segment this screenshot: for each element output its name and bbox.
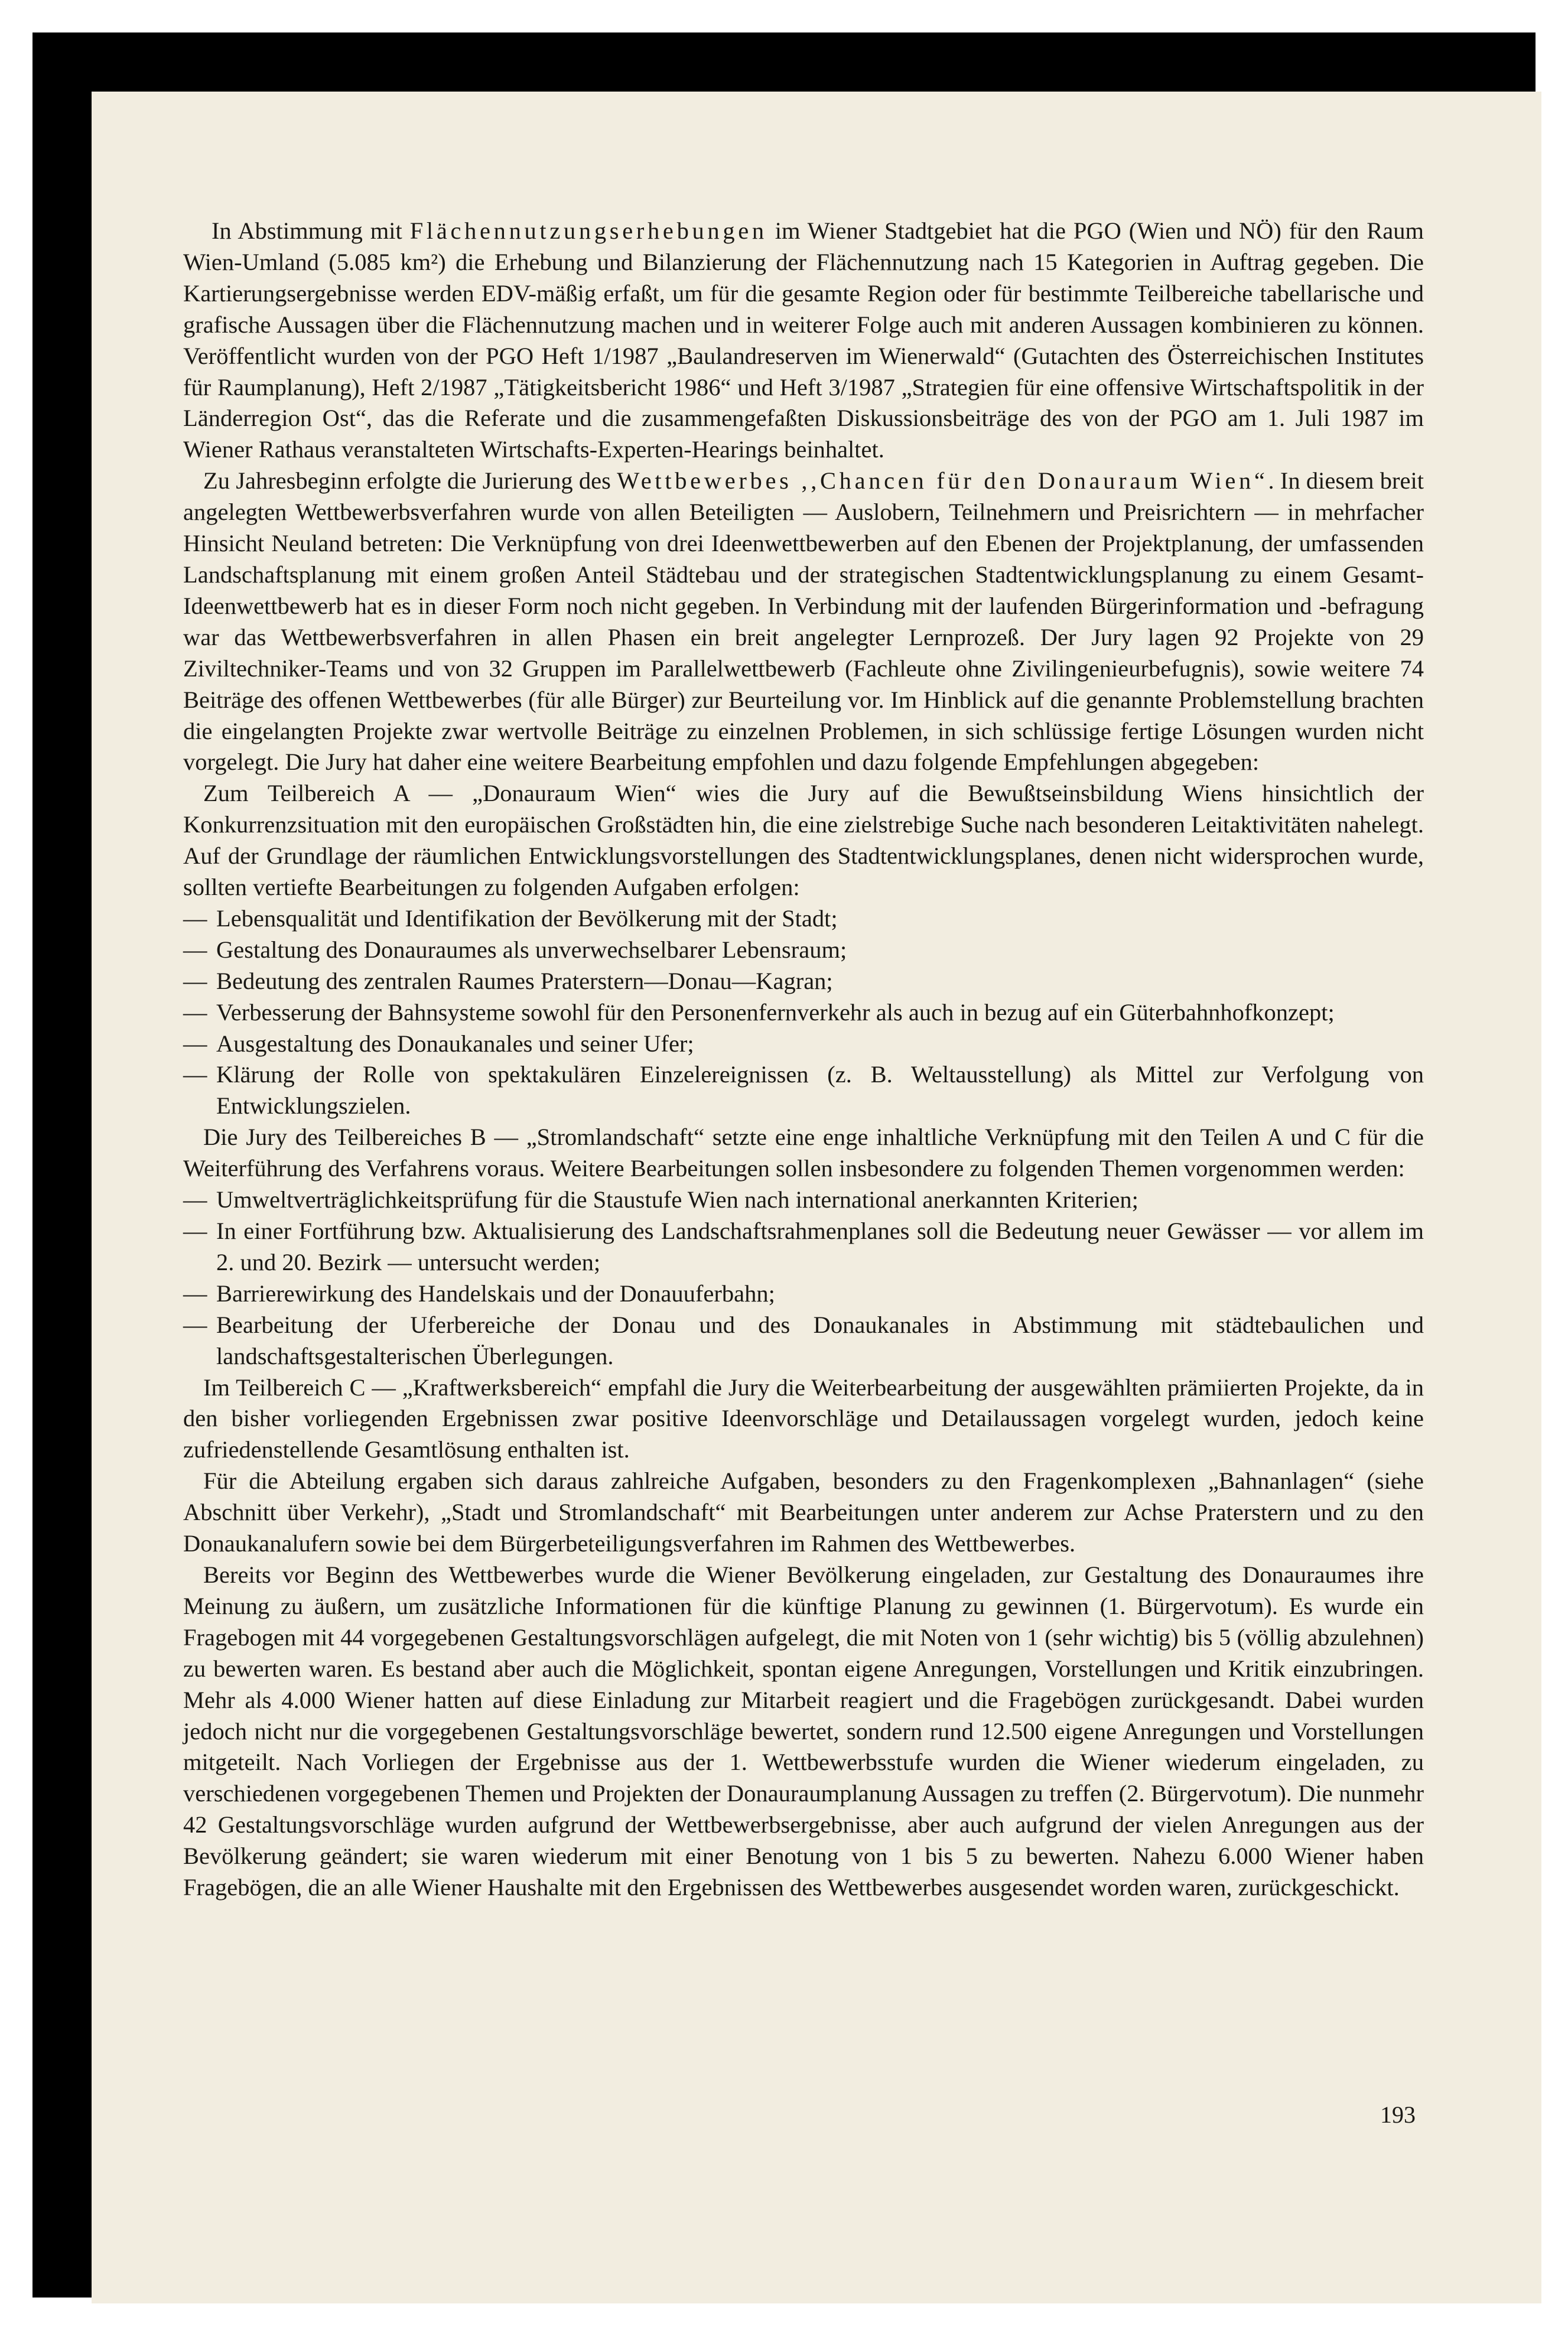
p1-text-before: In Abstimmung mit [212,217,410,244]
list-item [183,1029,1424,1060]
p2-text-after: . In diesem breit angelegten Wettbewerbsverfahren wurde von allen Beteiligten — Auslobern, Teilnehmern und Preisrichtern — in mehrfacher Hinsicht Neuland betreten: Die Verknüpfung von drei Ideenwettbewerben auf den Ebenen der Projektplanung, der umfassenden Landschaftsplanung mit einem großen Anteil Städtebau und der strategischen Stadtentwicklungsplanung zu einem Gesamt-Ideenwettbewerb hat es in dieser Form noch nicht gegeben. In Verbindung mit der laufenden Bürgerinformation und -befragung war das Wettbewerbsverfahren in allen Phasen ein breit angelegter Lernprozeß. Der Jury lagen 92 Projekte von 29 Ziviltechniker-Teams und von 32 Gruppen im Parallelwettbewerb (Fachleute ohne Zivilingenieurbefugnis), sowie weitere 74 Beiträge des offenen Wettbewerbes (für alle Bürger) zur Beurteilung vor. Im Hinblick auf die genannte Problemstellung brachten die eingelangten Projekte zwar wertvolle Beiträge zu einzelnen Problemen, in sich schlüssige fertige Lösungen wurden nicht vorgelegt. Die Jury hat daher eine weitere Bearbeitung empfohlen und dazu folgende Empfehlungen abgegeben: [183,467,1424,776]
dash-marker: — [183,1280,207,1307]
dash-marker: — [183,1061,207,1088]
dash-marker: — [183,904,207,932]
paragraph-teilbereich-c: Im Teilbereich C — „Kraftwerksbereich“ empfahl die Jury die Weiterbearbeitung der ausgewählten prämiierten Projekte, da in den bisher vorliegenden Ergebnissen zwar positive Ideenvorschläge und Detailaussagen vorgelegt wurden, jedoch keine zufriedenstellende Gesamtlösung enthalten ist. [183,1374,1424,1463]
list-teilbereich-b [183,1184,1424,1372]
list-item [183,966,1424,997]
p1-emphasis: Flächennutzungserhebungen [409,217,767,244]
dash-marker: — [183,1311,207,1338]
list-item-text: Bedeutung des zentralen Raumes Praterstern—Donau—Kagran; [216,967,833,994]
list-item [183,1310,1424,1372]
list-item-text: Verbesserung der Bahnsysteme sowohl für den Personenfernverkehr als auch in bezug auf ein Güterbahnhofkonzept; [216,998,1335,1026]
paragraph-teilbereich-a: Zum Teilbereich A — „Donauraum Wien“ wies die Jury auf die Bewußtseinsbildung Wiens hinsichtlich der Konkurrenzsituation mit den europäischen Großstädten hin, die eine zielstrebige Suche nach besonderen Leitaktivitäten nahelegt. Auf der Grundlage der räumlichen Entwicklungsvorstellungen des Stadtentwicklungsplanes, denen nicht widersprochen wurde, sollten vertiefte Bearbeitungen zu folgenden Aufgaben erfolgen: [183,780,1424,901]
list-item-text: Barrierewirkung des Handelskais und der Donauuferbahn; [216,1280,775,1307]
list-item [183,1184,1424,1216]
paragraph-competition [183,466,1424,778]
list-item-text: Bearbeitung der Uferbereiche der Donau und des Donaukanales in Abstimmung mit städtebaulichen und landschaftsgestalterischen Überlegungen. [216,1311,1424,1369]
list-teilbereich-a [183,903,1424,1122]
list-item [183,1278,1424,1310]
list-item-text: Umweltverträglichkeitsprüfung für die Staustufe Wien nach international anerkannten Kriterien; [216,1186,1138,1213]
list-item [183,903,1424,935]
p1-text-after: im Wiener Stadtgebiet hat die PGO (Wien und NÖ) für den Raum Wien-Umland (5.085 km²) die Erhebung und Bilanzierung der Flächennutzung nach 15 Kategorien in Auftrag gegeben. Die Kartierungsergebnisse werden EDV-mäßig erfaßt, um für die gesamte Region oder für bestimmte Teilbereiche tabellarische und grafische Aussagen über die Flächennutzung machen und in weiterer Folge auch mit anderen Aussagen kombinieren zu können. Veröffentlicht wurden von der PGO Heft 1/1987 „Baulandreserven im Wienerwald“ (Gutachten des Österreichischen Institutes für Raumplanung), Heft 2/1987 „Tätigkeitsbericht 1986“ und Heft 3/1987 „Strategien für eine offensive Wirtschaftspolitik in der Länderregion Ost“, das die Referate und die zusammengefaßten Diskussionsbeiträge des von der PGO am 1. Juli 1987 im Wiener Rathaus veranstalteten Wirtschafts-Experten-Hearings beinhaltet. [183,217,1424,463]
p2-emphasis: Wettbewerbes ,,Chancen für den Donauraum Wien“ [617,467,1268,494]
list-item-text: Gestaltung des Donauraumes als unverwechselbarer Lebensraum; [216,936,847,963]
list-item-text: In einer Fortführung bzw. Aktualisierung des Landschaftsrahmenplanes soll die Bedeutung neuer Gewässer — vor allem im 2. und 20. Bezirk — untersucht werden; [216,1218,1424,1275]
list-item [183,935,1424,966]
paragraph-teilbereich-b: Die Jury des Teilbereiches B — „Stromlandschaft“ setzte eine enge inhaltliche Verknüpfung mit den Teilen A und C für die Weiterführung des Verfahrens voraus. Weitere Bearbeitungen sollen insbesondere zu folgenden Themen vorgenommen werden: [183,1124,1424,1182]
list-item-text: Lebensqualität und Identifikation der Bevölkerung mit der Stadt; [216,904,838,932]
dash-marker: — [183,998,207,1026]
dash-marker: — [183,1030,207,1057]
list-item [183,1216,1424,1278]
list-item-text: Ausgestaltung des Donaukanales und seiner Ufer; [216,1030,694,1057]
body-text [183,216,1424,1903]
dash-marker: — [183,1186,207,1213]
paragraph-citizen-vote: Bereits vor Beginn des Wettbewerbes wurde die Wiener Bevölkerung eingeladen, zur Gestaltung des Donauraumes ihre Meinung zu äußern, um zusätzliche Informationen für die künftige Planung zu gewinnen (1. Bürgervotum). Es wurde ein Fragebogen mit 44 vorgegebenen Gestaltungsvorschlägen aufgelegt, die mit Noten von 1 (sehr wichtig) bis 5 (völlig abzulehnen) zu bewerten waren. Es bestand aber auch die Möglichkeit, spontan eigene Anregungen, Vorstellungen und Kritik einzubringen. Mehr als 4.000 Wiener hatten auf diese Einladung zur Mitarbeit reagiert und die Fragebögen zurückgesandt. Dabei wurden jedoch nicht nur die vorgegebenen Gestaltungsvorschläge bewertet, sondern rund 12.500 eigene Anregungen und Vorstellungen mitgeteilt. Nach Vorliegen der Ergebnisse aus der 1. Wettbewerbsstufe wurden die Wiener wiederum eingeladen, zu verschiedenen vorgegebenen Themen und Projekten der Donauraumplanung Aussagen zu treffen (2. Bürgervotum). Die nunmehr 42 Gestaltungsvorschläge wurden aufgrund der Wettbewerbsergebnisse, aber auch aufgrund der vielen Anregungen aus der Bevölkerung geändert; sie waren wiederum mit einer Benotung von 1 bis 5 zu bewerten. Nahezu 6.000 Wiener haben Fragebögen, die an alle Wiener Haushalte mit den Ergebnissen des Wettbewerbes ausgesendet worden waren, zurückgeschickt. [183,1561,1424,1901]
paragraph-department-tasks: Für die Abteilung ergaben sich daraus zahlreiche Aufgaben, besonders zu den Fragenkomplexen „Bahnanlagen“ (siehe Abschnitt über Verkehr), „Stadt und Stromlandschaft“ mit Bearbeitungen unter anderem zur Achse Praterstern und zu den Donaukanalufern sowie bei dem Bürgerbeteiligungsverfahren im Rahmen des Wettbewerbes. [183,1467,1424,1557]
paragraph-land-use-survey [183,216,1424,466]
dash-marker: — [183,1218,207,1244]
list-item-text: Klärung der Rolle von spektakulären Einzelereignissen (z. B. Weltausstellung) als Mittel zur Verfolgung von Entwicklungszielen. [216,1061,1424,1120]
page-number: 193 [1380,2101,1416,2128]
list-item [183,997,1424,1029]
dash-marker: — [183,936,207,963]
p2-text-before: Zu Jahresbeginn erfolgte die Jurierung des [203,467,617,494]
dash-marker: — [183,967,207,994]
list-item [183,1059,1424,1122]
